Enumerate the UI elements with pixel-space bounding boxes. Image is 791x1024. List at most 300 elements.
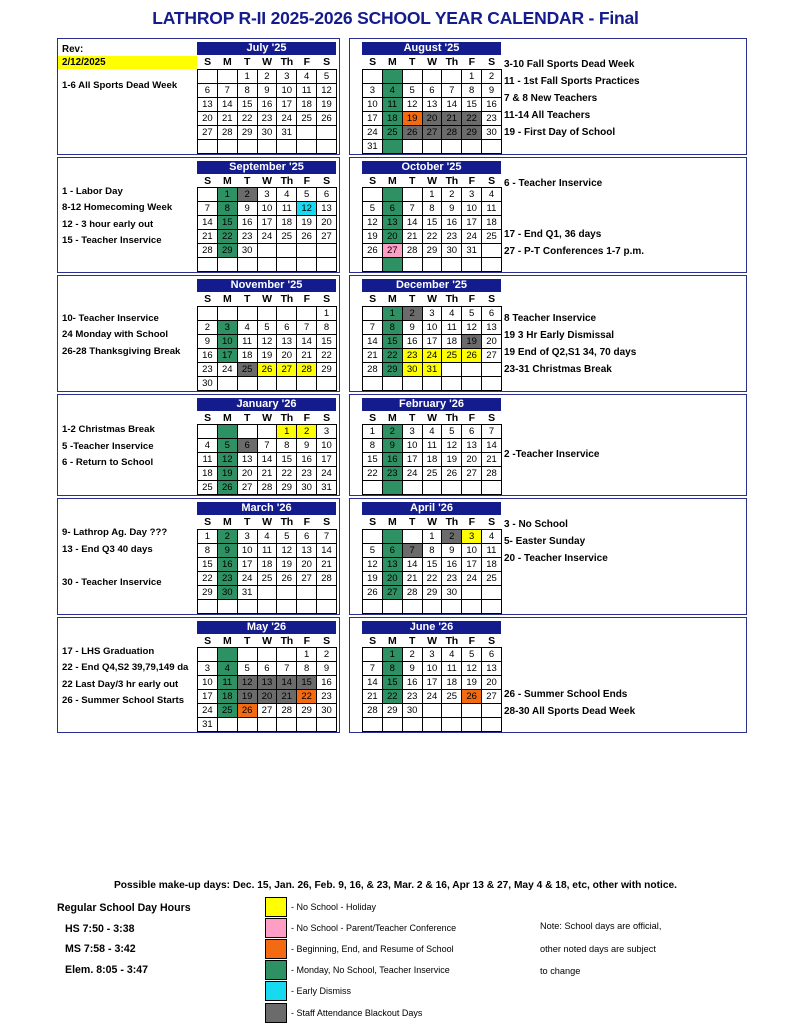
day-cell[interactable]: 15 xyxy=(277,453,297,467)
day-cell[interactable]: 17 xyxy=(257,216,277,230)
day-cell[interactable]: 29 xyxy=(198,585,218,599)
day-cell[interactable]: 13 xyxy=(482,662,502,676)
day-cell[interactable]: 9 xyxy=(198,334,218,348)
day-cell[interactable]: 25 xyxy=(422,467,442,481)
day-cell[interactable]: 26 xyxy=(217,481,237,495)
day-cell[interactable]: 27 xyxy=(482,690,502,704)
day-cell[interactable]: 14 xyxy=(198,216,218,230)
day-cell[interactable] xyxy=(237,376,257,390)
day-cell[interactable] xyxy=(363,188,383,202)
day-cell[interactable] xyxy=(317,244,337,258)
day-cell[interactable]: 4 xyxy=(482,529,502,543)
day-cell[interactable] xyxy=(198,306,218,320)
day-cell[interactable]: 19 xyxy=(363,571,383,585)
day-cell[interactable]: 26 xyxy=(462,348,482,362)
day-cell[interactable] xyxy=(317,139,337,153)
day-cell[interactable]: 8 xyxy=(297,662,317,676)
day-cell[interactable] xyxy=(442,139,462,153)
day-cell[interactable] xyxy=(277,648,297,662)
day-cell[interactable] xyxy=(382,139,402,153)
day-cell[interactable]: 1 xyxy=(422,188,442,202)
day-cell[interactable]: 6 xyxy=(482,648,502,662)
day-cell[interactable] xyxy=(402,599,422,613)
day-cell[interactable]: 3 xyxy=(422,306,442,320)
day-cell[interactable]: 24 xyxy=(422,690,442,704)
day-cell[interactable]: 30 xyxy=(442,585,462,599)
day-cell[interactable]: 15 xyxy=(462,97,482,111)
day-cell[interactable] xyxy=(198,648,218,662)
day-cell[interactable] xyxy=(198,69,218,83)
day-cell[interactable]: 26 xyxy=(462,690,482,704)
day-cell[interactable]: 11 xyxy=(257,543,277,557)
day-cell[interactable]: 6 xyxy=(422,83,442,97)
day-cell[interactable]: 3 xyxy=(363,83,383,97)
day-cell[interactable]: 5 xyxy=(363,543,383,557)
day-cell[interactable]: 10 xyxy=(462,202,482,216)
day-cell[interactable] xyxy=(297,376,317,390)
day-cell[interactable]: 28 xyxy=(402,244,422,258)
day-cell[interactable] xyxy=(442,481,462,495)
day-cell[interactable]: 29 xyxy=(217,244,237,258)
day-cell[interactable]: 28 xyxy=(257,481,277,495)
day-cell[interactable] xyxy=(402,258,422,272)
day-cell[interactable]: 20 xyxy=(482,334,502,348)
day-cell[interactable]: 11 xyxy=(217,676,237,690)
day-cell[interactable] xyxy=(462,139,482,153)
day-cell[interactable]: 4 xyxy=(237,320,257,334)
day-cell[interactable]: 3 xyxy=(402,425,422,439)
day-cell[interactable]: 7 xyxy=(442,83,462,97)
day-cell[interactable]: 27 xyxy=(482,348,502,362)
day-cell[interactable]: 25 xyxy=(482,571,502,585)
day-cell[interactable]: 3 xyxy=(422,648,442,662)
day-cell[interactable] xyxy=(217,139,237,153)
day-cell[interactable]: 27 xyxy=(237,481,257,495)
day-cell[interactable]: 4 xyxy=(442,648,462,662)
day-cell[interactable] xyxy=(422,599,442,613)
day-cell[interactable]: 10 xyxy=(237,543,257,557)
day-cell[interactable] xyxy=(297,718,317,732)
day-cell[interactable] xyxy=(317,585,337,599)
day-cell[interactable]: 6 xyxy=(482,306,502,320)
day-cell[interactable] xyxy=(422,69,442,83)
day-cell[interactable] xyxy=(402,529,422,543)
day-cell[interactable]: 24 xyxy=(217,362,237,376)
day-cell[interactable] xyxy=(422,258,442,272)
day-cell[interactable] xyxy=(482,244,502,258)
day-cell[interactable]: 12 xyxy=(217,453,237,467)
day-cell[interactable] xyxy=(317,718,337,732)
day-cell[interactable]: 12 xyxy=(462,320,482,334)
day-cell[interactable]: 7 xyxy=(363,662,383,676)
day-cell[interactable] xyxy=(257,425,277,439)
day-cell[interactable] xyxy=(462,362,482,376)
day-cell[interactable] xyxy=(317,125,337,139)
day-cell[interactable]: 23 xyxy=(237,230,257,244)
day-cell[interactable] xyxy=(277,376,297,390)
day-cell[interactable]: 11 xyxy=(198,453,218,467)
day-cell[interactable]: 18 xyxy=(237,348,257,362)
day-cell[interactable]: 2 xyxy=(198,320,218,334)
day-cell[interactable] xyxy=(297,125,317,139)
day-cell[interactable] xyxy=(297,244,317,258)
day-cell[interactable]: 31 xyxy=(277,125,297,139)
day-cell[interactable] xyxy=(317,376,337,390)
day-cell[interactable]: 7 xyxy=(198,202,218,216)
day-cell[interactable]: 14 xyxy=(402,216,422,230)
day-cell[interactable]: 23 xyxy=(402,690,422,704)
day-cell[interactable]: 5 xyxy=(257,320,277,334)
day-cell[interactable]: 1 xyxy=(317,306,337,320)
day-cell[interactable]: 14 xyxy=(442,97,462,111)
day-cell[interactable]: 23 xyxy=(198,362,218,376)
day-cell[interactable]: 25 xyxy=(297,111,317,125)
day-cell[interactable] xyxy=(462,376,482,390)
day-cell[interactable] xyxy=(277,718,297,732)
day-cell[interactable] xyxy=(382,481,402,495)
day-cell[interactable] xyxy=(363,376,383,390)
day-cell[interactable]: 2 xyxy=(217,529,237,543)
day-cell[interactable]: 20 xyxy=(198,111,218,125)
day-cell[interactable] xyxy=(297,258,317,272)
day-cell[interactable]: 15 xyxy=(382,676,402,690)
day-cell[interactable]: 19 xyxy=(257,348,277,362)
day-cell[interactable]: 8 xyxy=(422,202,442,216)
day-cell[interactable] xyxy=(217,718,237,732)
day-cell[interactable]: 24 xyxy=(237,571,257,585)
day-cell[interactable]: 31 xyxy=(462,244,482,258)
day-cell[interactable] xyxy=(257,139,277,153)
day-cell[interactable] xyxy=(382,718,402,732)
day-cell[interactable]: 17 xyxy=(317,453,337,467)
day-cell[interactable]: 23 xyxy=(402,348,422,362)
day-cell[interactable]: 10 xyxy=(363,97,383,111)
day-cell[interactable]: 7 xyxy=(482,425,502,439)
day-cell[interactable]: 4 xyxy=(257,529,277,543)
day-cell[interactable] xyxy=(382,69,402,83)
day-cell[interactable] xyxy=(462,481,482,495)
day-cell[interactable]: 24 xyxy=(422,348,442,362)
day-cell[interactable]: 4 xyxy=(297,69,317,83)
day-cell[interactable] xyxy=(217,425,237,439)
day-cell[interactable] xyxy=(198,258,218,272)
day-cell[interactable] xyxy=(297,599,317,613)
day-cell[interactable]: 14 xyxy=(217,97,237,111)
day-cell[interactable]: 8 xyxy=(382,320,402,334)
day-cell[interactable]: 18 xyxy=(217,690,237,704)
day-cell[interactable]: 16 xyxy=(297,453,317,467)
day-cell[interactable]: 28 xyxy=(317,571,337,585)
day-cell[interactable] xyxy=(402,188,422,202)
day-cell[interactable]: 28 xyxy=(277,704,297,718)
day-cell[interactable]: 19 xyxy=(297,216,317,230)
day-cell[interactable]: 2 xyxy=(442,188,462,202)
day-cell[interactable]: 4 xyxy=(482,188,502,202)
day-cell[interactable] xyxy=(297,585,317,599)
day-cell[interactable] xyxy=(217,648,237,662)
day-cell[interactable] xyxy=(237,139,257,153)
day-cell[interactable]: 13 xyxy=(382,216,402,230)
day-cell[interactable]: 27 xyxy=(422,125,442,139)
day-cell[interactable]: 10 xyxy=(402,439,422,453)
day-cell[interactable]: 22 xyxy=(277,467,297,481)
day-cell[interactable] xyxy=(482,258,502,272)
day-cell[interactable] xyxy=(277,599,297,613)
day-cell[interactable]: 21 xyxy=(217,111,237,125)
day-cell[interactable] xyxy=(382,188,402,202)
day-cell[interactable]: 13 xyxy=(482,320,502,334)
day-cell[interactable] xyxy=(363,481,383,495)
day-cell[interactable]: 6 xyxy=(317,188,337,202)
day-cell[interactable]: 12 xyxy=(297,202,317,216)
day-cell[interactable]: 13 xyxy=(317,202,337,216)
day-cell[interactable] xyxy=(442,704,462,718)
day-cell[interactable] xyxy=(382,599,402,613)
day-cell[interactable]: 6 xyxy=(382,202,402,216)
day-cell[interactable]: 16 xyxy=(442,557,462,571)
day-cell[interactable]: 26 xyxy=(297,230,317,244)
day-cell[interactable]: 17 xyxy=(237,557,257,571)
day-cell[interactable]: 16 xyxy=(198,348,218,362)
day-cell[interactable]: 26 xyxy=(402,125,422,139)
day-cell[interactable] xyxy=(217,258,237,272)
day-cell[interactable]: 1 xyxy=(297,648,317,662)
day-cell[interactable]: 4 xyxy=(198,439,218,453)
day-cell[interactable] xyxy=(277,585,297,599)
day-cell[interactable] xyxy=(402,718,422,732)
day-cell[interactable]: 21 xyxy=(442,111,462,125)
day-cell[interactable]: 9 xyxy=(237,202,257,216)
day-cell[interactable]: 10 xyxy=(422,320,442,334)
day-cell[interactable]: 8 xyxy=(462,83,482,97)
day-cell[interactable]: 5 xyxy=(217,439,237,453)
day-cell[interactable]: 11 xyxy=(442,662,462,676)
day-cell[interactable]: 28 xyxy=(363,704,383,718)
day-cell[interactable] xyxy=(363,306,383,320)
day-cell[interactable]: 9 xyxy=(317,662,337,676)
day-cell[interactable] xyxy=(462,585,482,599)
day-cell[interactable]: 5 xyxy=(402,83,422,97)
day-cell[interactable]: 28 xyxy=(402,585,422,599)
day-cell[interactable] xyxy=(422,704,442,718)
day-cell[interactable]: 30 xyxy=(297,481,317,495)
day-cell[interactable]: 20 xyxy=(482,676,502,690)
day-cell[interactable]: 19 xyxy=(237,690,257,704)
day-cell[interactable]: 11 xyxy=(442,320,462,334)
day-cell[interactable]: 20 xyxy=(257,690,277,704)
day-cell[interactable] xyxy=(237,599,257,613)
day-cell[interactable] xyxy=(482,481,502,495)
day-cell[interactable]: 23 xyxy=(217,571,237,585)
day-cell[interactable]: 4 xyxy=(422,425,442,439)
day-cell[interactable]: 2 xyxy=(402,306,422,320)
day-cell[interactable]: 23 xyxy=(257,111,277,125)
day-cell[interactable]: 26 xyxy=(277,571,297,585)
day-cell[interactable] xyxy=(422,718,442,732)
day-cell[interactable]: 11 xyxy=(277,202,297,216)
day-cell[interactable]: 29 xyxy=(462,125,482,139)
day-cell[interactable]: 22 xyxy=(217,230,237,244)
day-cell[interactable]: 22 xyxy=(422,571,442,585)
day-cell[interactable]: 22 xyxy=(382,690,402,704)
day-cell[interactable] xyxy=(442,718,462,732)
day-cell[interactable] xyxy=(482,599,502,613)
day-cell[interactable]: 24 xyxy=(363,125,383,139)
day-cell[interactable]: 19 xyxy=(462,334,482,348)
day-cell[interactable]: 28 xyxy=(217,125,237,139)
day-cell[interactable] xyxy=(363,529,383,543)
day-cell[interactable] xyxy=(257,258,277,272)
day-cell[interactable]: 10 xyxy=(462,543,482,557)
day-cell[interactable]: 24 xyxy=(402,467,422,481)
day-cell[interactable]: 13 xyxy=(422,97,442,111)
day-cell[interactable]: 2 xyxy=(317,648,337,662)
day-cell[interactable]: 1 xyxy=(237,69,257,83)
day-cell[interactable]: 5 xyxy=(462,306,482,320)
day-cell[interactable] xyxy=(422,139,442,153)
day-cell[interactable]: 23 xyxy=(442,571,462,585)
day-cell[interactable]: 26 xyxy=(442,467,462,481)
day-cell[interactable]: 21 xyxy=(363,690,383,704)
day-cell[interactable]: 25 xyxy=(382,125,402,139)
day-cell[interactable]: 19 xyxy=(217,467,237,481)
day-cell[interactable] xyxy=(422,376,442,390)
day-cell[interactable]: 29 xyxy=(422,585,442,599)
day-cell[interactable] xyxy=(402,481,422,495)
day-cell[interactable]: 8 xyxy=(317,320,337,334)
day-cell[interactable]: 19 xyxy=(402,111,422,125)
day-cell[interactable] xyxy=(482,362,502,376)
day-cell[interactable]: 21 xyxy=(402,571,422,585)
day-cell[interactable]: 18 xyxy=(442,676,462,690)
day-cell[interactable]: 6 xyxy=(462,425,482,439)
day-cell[interactable] xyxy=(277,306,297,320)
day-cell[interactable]: 26 xyxy=(237,704,257,718)
day-cell[interactable]: 30 xyxy=(402,704,422,718)
day-cell[interactable]: 24 xyxy=(462,571,482,585)
day-cell[interactable] xyxy=(257,718,277,732)
day-cell[interactable]: 15 xyxy=(198,557,218,571)
day-cell[interactable]: 20 xyxy=(382,571,402,585)
day-cell[interactable] xyxy=(198,599,218,613)
day-cell[interactable]: 18 xyxy=(297,97,317,111)
day-cell[interactable]: 11 xyxy=(422,439,442,453)
day-cell[interactable] xyxy=(482,376,502,390)
day-cell[interactable] xyxy=(442,69,462,83)
day-cell[interactable]: 25 xyxy=(442,690,462,704)
day-cell[interactable]: 25 xyxy=(257,571,277,585)
day-cell[interactable]: 12 xyxy=(363,557,383,571)
day-cell[interactable]: 13 xyxy=(277,334,297,348)
day-cell[interactable]: 15 xyxy=(297,676,317,690)
day-cell[interactable]: 5 xyxy=(237,662,257,676)
day-cell[interactable]: 6 xyxy=(198,83,218,97)
day-cell[interactable] xyxy=(462,258,482,272)
day-cell[interactable]: 21 xyxy=(363,348,383,362)
day-cell[interactable]: 8 xyxy=(217,202,237,216)
day-cell[interactable]: 6 xyxy=(257,662,277,676)
day-cell[interactable]: 15 xyxy=(317,334,337,348)
day-cell[interactable]: 16 xyxy=(317,676,337,690)
day-cell[interactable]: 30 xyxy=(317,704,337,718)
day-cell[interactable]: 1 xyxy=(217,188,237,202)
day-cell[interactable] xyxy=(482,585,502,599)
day-cell[interactable] xyxy=(257,585,277,599)
day-cell[interactable]: 31 xyxy=(317,481,337,495)
day-cell[interactable]: 24 xyxy=(198,704,218,718)
day-cell[interactable]: 21 xyxy=(482,453,502,467)
day-cell[interactable] xyxy=(363,69,383,83)
day-cell[interactable]: 25 xyxy=(237,362,257,376)
day-cell[interactable]: 28 xyxy=(363,362,383,376)
day-cell[interactable]: 5 xyxy=(363,202,383,216)
day-cell[interactable]: 7 xyxy=(402,543,422,557)
day-cell[interactable]: 12 xyxy=(277,543,297,557)
day-cell[interactable] xyxy=(217,376,237,390)
day-cell[interactable]: 3 xyxy=(257,188,277,202)
day-cell[interactable]: 27 xyxy=(462,467,482,481)
day-cell[interactable]: 18 xyxy=(277,216,297,230)
day-cell[interactable] xyxy=(257,244,277,258)
day-cell[interactable]: 14 xyxy=(482,439,502,453)
day-cell[interactable]: 4 xyxy=(442,306,462,320)
day-cell[interactable]: 30 xyxy=(482,125,502,139)
day-cell[interactable]: 31 xyxy=(237,585,257,599)
day-cell[interactable] xyxy=(442,599,462,613)
day-cell[interactable] xyxy=(257,648,277,662)
day-cell[interactable]: 6 xyxy=(382,543,402,557)
day-cell[interactable]: 1 xyxy=(462,69,482,83)
day-cell[interactable]: 15 xyxy=(422,216,442,230)
day-cell[interactable]: 20 xyxy=(382,230,402,244)
day-cell[interactable]: 25 xyxy=(482,230,502,244)
day-cell[interactable]: 9 xyxy=(257,83,277,97)
day-cell[interactable] xyxy=(257,376,277,390)
day-cell[interactable] xyxy=(482,704,502,718)
day-cell[interactable]: 4 xyxy=(382,83,402,97)
day-cell[interactable]: 27 xyxy=(297,571,317,585)
day-cell[interactable] xyxy=(462,718,482,732)
day-cell[interactable]: 9 xyxy=(402,662,422,676)
day-cell[interactable]: 2 xyxy=(442,529,462,543)
day-cell[interactable]: 2 xyxy=(482,69,502,83)
day-cell[interactable]: 26 xyxy=(317,111,337,125)
day-cell[interactable]: 22 xyxy=(422,230,442,244)
day-cell[interactable] xyxy=(237,425,257,439)
day-cell[interactable]: 8 xyxy=(277,439,297,453)
day-cell[interactable]: 3 xyxy=(217,320,237,334)
day-cell[interactable]: 12 xyxy=(363,216,383,230)
day-cell[interactable]: 10 xyxy=(198,676,218,690)
day-cell[interactable] xyxy=(198,188,218,202)
day-cell[interactable]: 14 xyxy=(363,334,383,348)
day-cell[interactable]: 5 xyxy=(442,425,462,439)
day-cell[interactable]: 29 xyxy=(237,125,257,139)
day-cell[interactable]: 26 xyxy=(363,585,383,599)
day-cell[interactable]: 30 xyxy=(442,244,462,258)
day-cell[interactable]: 15 xyxy=(237,97,257,111)
day-cell[interactable]: 13 xyxy=(257,676,277,690)
day-cell[interactable]: 12 xyxy=(442,439,462,453)
day-cell[interactable]: 13 xyxy=(462,439,482,453)
day-cell[interactable]: 26 xyxy=(257,362,277,376)
day-cell[interactable]: 17 xyxy=(422,334,442,348)
day-cell[interactable]: 26 xyxy=(363,244,383,258)
day-cell[interactable]: 18 xyxy=(257,557,277,571)
day-cell[interactable] xyxy=(442,258,462,272)
day-cell[interactable]: 3 xyxy=(462,188,482,202)
day-cell[interactable]: 18 xyxy=(442,334,462,348)
